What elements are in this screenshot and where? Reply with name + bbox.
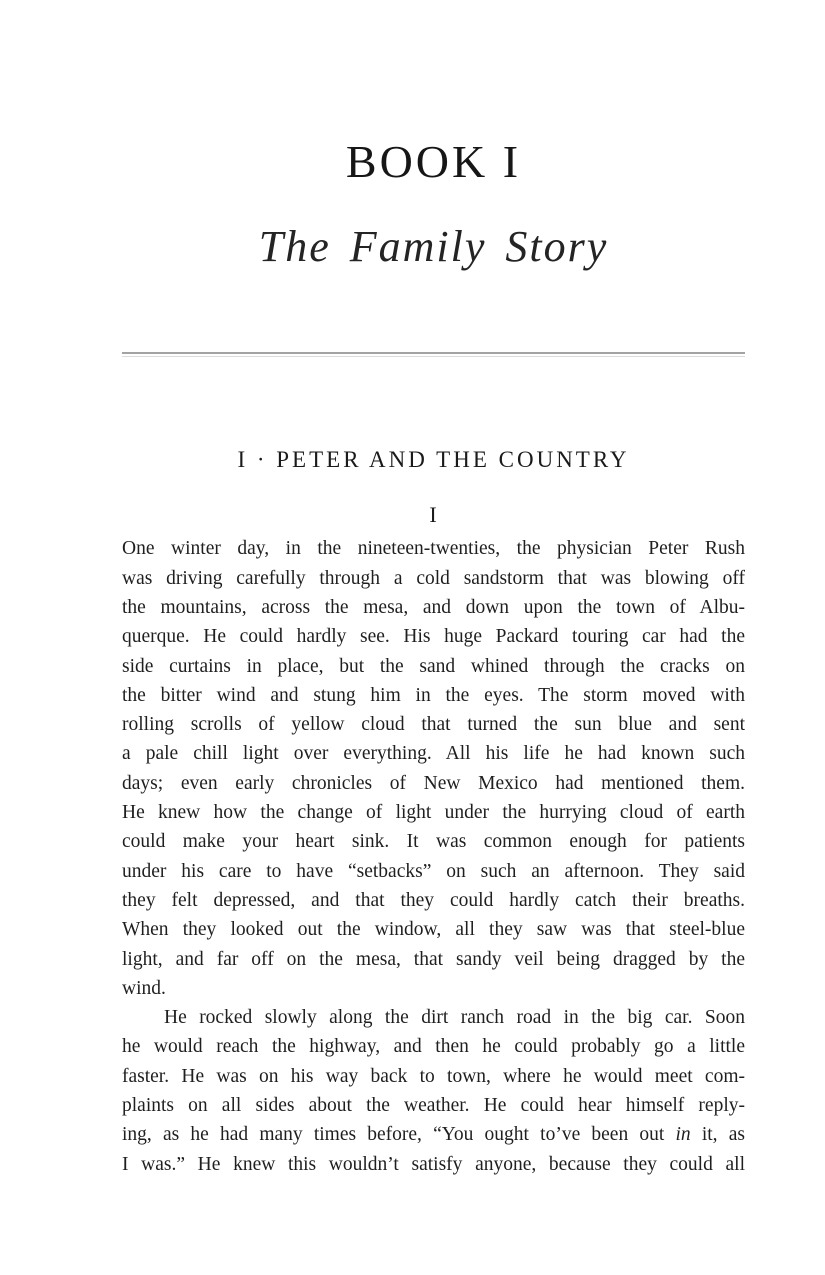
text-line: When they looked out the window, all they saw was that steel-blue [122,919,745,941]
text-line: ing, as he had many times before, “You ought to’ve been out in it, as [122,1124,745,1146]
text-line: querque. He could hardly see. His huge Packard touring car had the [122,626,745,648]
text-line: One winter day, in the nineteen-twenties, the physician Peter Rush [122,538,745,560]
text-line: could make your heart sink. It was common enough for patients [122,831,745,853]
chapter-heading: I · PETER AND THE COUNTRY [237,447,630,473]
text-line: I was.” He knew this wouldn’t satisfy anyone, because they could all [122,1153,745,1175]
text-line: He knew how the change of light under the hurrying cloud of earth [122,802,745,824]
text-line: side curtains in place, but the sand whined through the cracks on [122,655,745,677]
paragraph [122,1003,745,1179]
book-title: BOOK I [345,136,522,187]
book-subtitle: The Family Story [258,222,609,271]
text-line: He rocked slowly along the dirt ranch road in the big car. Soon [164,1007,745,1029]
text-line: wind. [122,977,166,999]
text-line: light, and far off on the mesa, that sandy veil being dragged by the [122,948,745,970]
text-line: was driving carefully through a cold sandstorm that was blowing off [122,567,745,589]
text-line: plaints on all sides about the weather. He could hear himself reply- [122,1095,745,1117]
section-divider-rule [122,352,745,357]
text-line: a pale chill light over everything. All his life he had known such [122,743,745,765]
book-page [122,0,745,1179]
text-line: faster. He was on his way back to town, where he would meet com- [122,1065,745,1087]
text-line: they felt depressed, and that they could hardly catch their breaths. [122,889,745,911]
text-line: days; even early chronicles of New Mexico had mentioned them. [122,772,745,794]
section-number: I [429,502,438,528]
text-line: he would reach the highway, and then he could probably go a little [122,1036,745,1058]
paragraph [122,534,745,1003]
text-line: rolling scrolls of yellow cloud that turned the sun blue and sent [122,714,745,736]
text-line: under his care to have “setbacks” on such an afternoon. They said [122,860,745,882]
body-text [122,534,745,1179]
text-line: the mountains, across the mesa, and down upon the town of Albu- [122,596,745,618]
text-line: the bitter wind and stung him in the eyes. The storm moved with [122,684,745,706]
